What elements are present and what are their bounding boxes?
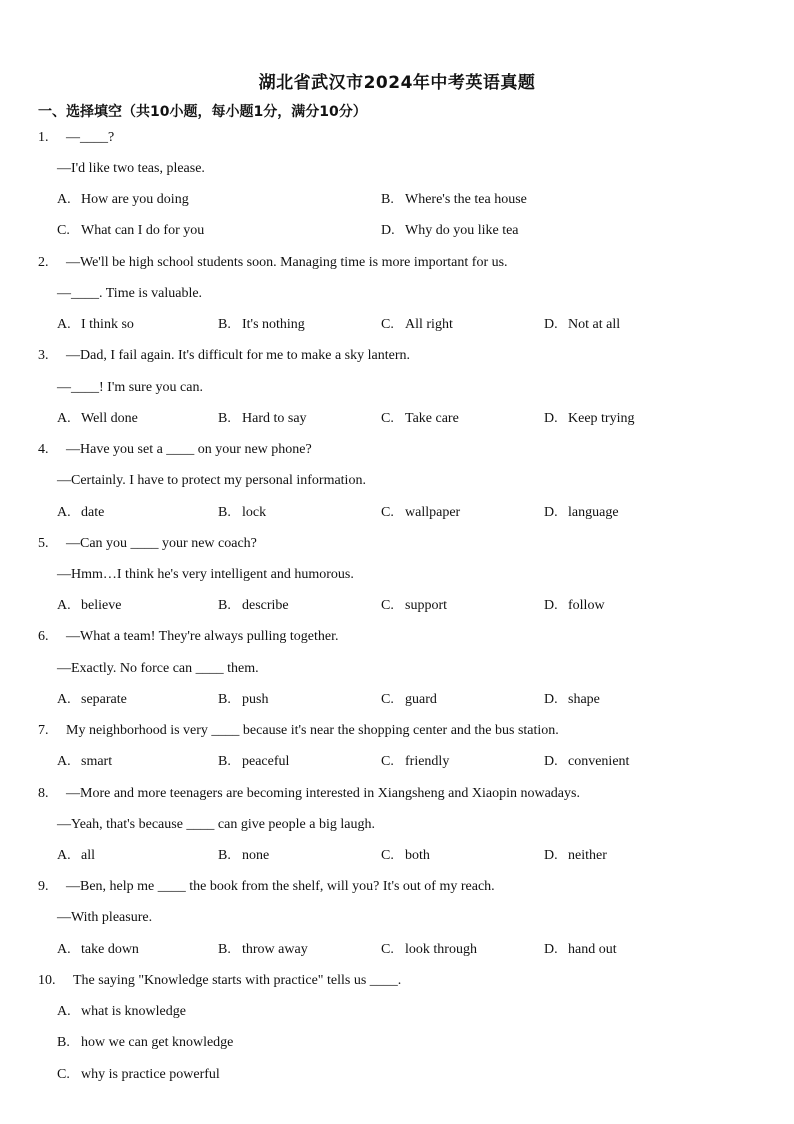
option-d[interactable]: D. follow: [544, 598, 605, 613]
option-a[interactable]: A. take down: [57, 942, 139, 957]
question-number: 9.: [38, 879, 49, 894]
option-c[interactable]: C. both: [381, 848, 430, 863]
question-10-option-c-row: [0, 1065, 794, 1085]
option-b[interactable]: B. lock: [218, 505, 267, 520]
question-prompt: —Dad, I fail again. It's difficult for me to make a sky lantern.: [66, 348, 410, 363]
option-c[interactable]: C. friendly: [381, 754, 450, 769]
question-prompt: —Have you set a ____ on your new phone?: [66, 442, 312, 457]
option-a[interactable]: A. what is knowledge: [57, 1004, 186, 1019]
option-b[interactable]: B. Where's the tea house: [381, 192, 527, 207]
section-heading: 一、选择填空（共10小题，每小题1分，满分10分）: [38, 104, 367, 120]
question-6-options: [0, 690, 794, 710]
question-6-reply: [0, 659, 794, 679]
question-reply: —____. Time is valuable.: [57, 286, 203, 301]
question-2-reply: [0, 284, 794, 304]
option-d[interactable]: D. convenient: [544, 754, 630, 769]
question-9-options: [0, 940, 794, 960]
option-b[interactable]: B. throw away: [218, 942, 308, 957]
option-a[interactable]: A. believe: [57, 598, 122, 613]
option-a[interactable]: A. date: [57, 505, 105, 520]
option-c[interactable]: C. why is practice powerful: [57, 1067, 220, 1082]
question-9-reply: [0, 908, 794, 928]
question-reply: —Hmm…I think he's very intelligent and humorous.: [57, 567, 354, 582]
option-a[interactable]: A. How are you doing: [57, 192, 189, 207]
question-10-option-a-row: [0, 1002, 794, 1022]
question-7-options: [0, 752, 794, 772]
option-b[interactable]: B. peaceful: [218, 754, 290, 769]
option-c[interactable]: C. wallpaper: [381, 505, 461, 520]
option-c[interactable]: C. look through: [381, 942, 477, 957]
question-4-options: [0, 503, 794, 523]
option-d[interactable]: D. Keep trying: [544, 411, 635, 426]
option-b[interactable]: B. describe: [218, 598, 289, 613]
question-reply: —Certainly. I have to protect my personal information.: [57, 473, 366, 488]
option-b[interactable]: B. none: [218, 848, 270, 863]
question-prompt: —We'll be high school students soon. Managing time is more important for us.: [66, 255, 508, 270]
question-4: [0, 440, 794, 460]
question-2: [0, 253, 794, 273]
question-1: [0, 128, 794, 148]
option-a[interactable]: A. separate: [57, 692, 127, 707]
option-b[interactable]: B. Hard to say: [218, 411, 307, 426]
option-a[interactable]: A. Well done: [57, 411, 138, 426]
page-title: 湖北省武汉市2024年中考英语真题: [258, 73, 536, 93]
option-b[interactable]: B. It's nothing: [218, 317, 305, 332]
option-b[interactable]: B. how we can get knowledge: [57, 1035, 234, 1050]
option-d[interactable]: D. hand out: [544, 942, 617, 957]
question-reply: —Exactly. No force can ____ them.: [57, 661, 259, 676]
option-d[interactable]: D. neither: [544, 848, 607, 863]
question-5-options: [0, 596, 794, 616]
question-prompt: —Can you ____ your new coach?: [66, 536, 257, 551]
option-c[interactable]: C. support: [381, 598, 447, 613]
question-2-options: [0, 315, 794, 335]
question-number: 8.: [38, 786, 49, 801]
question-reply: —____! I'm sure you can.: [57, 380, 203, 395]
question-prompt: —What a team! They're always pulling together.: [66, 629, 339, 644]
option-a[interactable]: A. all: [57, 848, 95, 863]
option-d[interactable]: D. Why do you like tea: [381, 223, 519, 238]
question-4-reply: [0, 471, 794, 491]
question-number: 10.: [38, 973, 56, 988]
option-d[interactable]: D. Not at all: [544, 317, 621, 332]
question-number: 7.: [38, 723, 49, 738]
question-8-reply: [0, 815, 794, 835]
question-3-reply: [0, 378, 794, 398]
question-number: 5.: [38, 536, 49, 551]
option-d[interactable]: D. language: [544, 505, 619, 520]
option-c[interactable]: C. All right: [381, 317, 453, 332]
question-prompt: —More and more teenagers are becoming interested in Xiangsheng and Xiaopin nowadays.: [66, 786, 580, 801]
question-10: [0, 971, 794, 991]
option-c[interactable]: C. What can I do for you: [57, 223, 205, 238]
question-prompt: My neighborhood is very ____ because it's near the shopping center and the bus station.: [66, 723, 559, 738]
question-reply: —With pleasure.: [57, 910, 153, 925]
question-1-options-row-1: [0, 190, 794, 210]
question-3: [0, 346, 794, 366]
question-6: [0, 627, 794, 647]
option-b[interactable]: B. push: [218, 692, 269, 707]
option-d[interactable]: D. shape: [544, 692, 600, 707]
option-c[interactable]: C. Take care: [381, 411, 459, 426]
question-8: [0, 784, 794, 804]
question-prompt: —____?: [66, 130, 115, 145]
option-a[interactable]: A. smart: [57, 754, 113, 769]
question-8-options: [0, 846, 794, 866]
question-number: 6.: [38, 629, 49, 644]
question-7: [0, 721, 794, 741]
option-c[interactable]: C. guard: [381, 692, 437, 707]
option-a[interactable]: A. I think so: [57, 317, 134, 332]
question-number: 1.: [38, 130, 49, 145]
question-1-reply: [0, 159, 794, 179]
question-5-reply: [0, 565, 794, 585]
question-5: [0, 534, 794, 554]
question-10-option-b-row: [0, 1033, 794, 1053]
question-reply: —I'd like two teas, please.: [57, 161, 205, 176]
question-reply: —Yeah, that's because ____ can give people a big laugh.: [57, 817, 375, 832]
question-9: [0, 877, 794, 897]
question-prompt: The saying "Knowledge starts with practice" tells us ____.: [73, 973, 402, 988]
question-3-options: [0, 409, 794, 429]
question-number: 4.: [38, 442, 49, 457]
question-prompt: —Ben, help me ____ the book from the shelf, will you? It's out of my reach.: [66, 879, 495, 894]
question-number: 3.: [38, 348, 49, 363]
question-number: 2.: [38, 255, 49, 270]
question-1-options-row-2: [0, 221, 794, 241]
